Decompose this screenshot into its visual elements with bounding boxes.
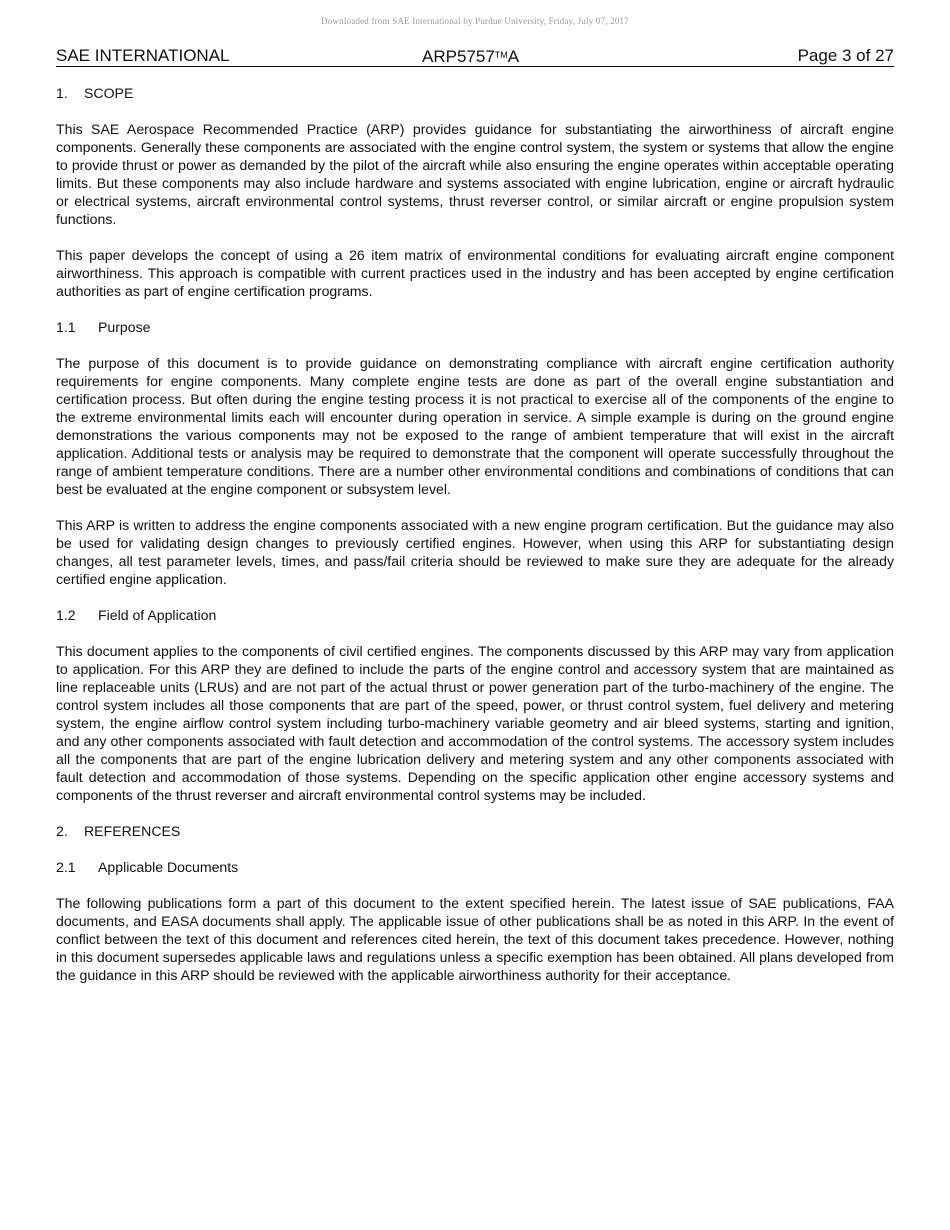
applicable-paragraph-1: The following publications form a part of this document to the extent specified herein. The latest issue of SAE publications, FAA documents, and EASA documents shall apply. The applicable issue of other publications shall be as noted in this ARP. In the event of conflict between the text of this document and references cited herein, the text of this document takes precedence. However, nothing in this document supersedes applicable laws and regulations unless a specific exemption has been obtained. All plans developed from the guidance in this ARP should be reviewed with the applicable airworthiness authority for their acceptance. [56,895,894,983]
section-scope-heading [56,84,894,102]
section-title: Applicable Documents [98,859,239,875]
section-number: 2.1 [56,859,76,875]
section-title: Purpose [98,319,151,335]
page-header [56,45,894,67]
section-title: SCOPE [84,85,134,101]
section-field-heading [56,606,894,624]
section-number: 1.2 [56,607,76,623]
purpose-paragraph-1: The purpose of this document is to provide guidance on demonstrating compliance with aircraft engine certification authority requirements for engine components. Many complete engine tests are done as part of the overall engine substantiation and certification process. But often during the engine testing process it is not practical to exercise all of the components of the engine to the extreme environmental limits each will encounter during operation in service. A simple example is during on the ground engine demonstrations the various components may not be exposed to the range of ambient temperature that will exist in the aircraft application. Additional tests or analysis may be required to demonstrate that the component will operate successfully throughout the range of ambient temperature conditions. There are a number other environmental conditions and combinations of conditions that can best be evaluated at the engine component or subsystem level. [56,355,894,497]
trademark-mark: TM [494,50,508,60]
doc-revision: A [507,47,520,66]
doc-id-text: ARP5757 [422,47,495,66]
header-doc-id [422,45,519,67]
field-paragraph-1: This document applies to the components of civil certified engines. The components discussed by this ARP may vary from application to application. For this ARP they are defined to include the parts of the engine control and accessory system that are maintained as line replaceable units (LRUs) and are not part of the actual thrust or power generation part of the turbo-machinery of the engine. The control system includes all those components that are part of the speed, power, or thrust control system, fuel delivery and metering system, the engine airflow control system including turbo-machinery variable geometry and air bleed systems, starting and ignition, and any other components associated with fault detection and accommodation of the control systems. The accessory system includes all the components that are part of the engine lubrication delivery and metering system and any other components associated with fault detection and accommodation of those systems. Depending on the specific application other engine accessory systems and components of the thrust reverser and aircraft environmental control systems may be included. [56,643,894,803]
scope-paragraph-2: This paper develops the concept of using a 26 item matrix of environmental conditions for evaluating aircraft engine component airworthiness. This approach is compatible with current practices used in the industry and has been accepted by engine certification authorities as part of engine certification programs. [56,247,894,299]
purpose-paragraph-2: This ARP is written to address the engine components associated with a new engine program certification. But the guidance may also be used for validating design changes to previously certified engines. However, when using this ARP for substantiating design changes, all test parameter levels, times, and pass/fail criteria should be reviewed to make sure they are adequate for the already certified engine application. [56,517,894,587]
section-number: 1. [56,85,68,101]
section-purpose-heading [56,318,894,336]
document-body [56,84,894,1002]
section-title: REFERENCES [84,823,181,839]
section-references-heading [56,822,894,840]
section-number: 1.1 [56,319,76,335]
scope-paragraph-1: This SAE Aerospace Recommended Practice (ARP) provides guidance for substantiating the airworthiness of aircraft engine components. Generally these components are associated with the engine control system, the system or systems that allow the engine to provide thrust or power as demanded by the pilot of the aircraft while also ensuring the engine operates within acceptable operating limits. But these components may also include hardware and systems associated with engine lubrication, engine or aircraft hydraulic or electrical systems, aircraft environmental control systems, thrust reverser control, or similar aircraft or engine propulsion system functions. [56,121,894,227]
section-number: 2. [56,823,68,839]
header-org: SAE INTERNATIONAL [56,46,230,65]
section-title: Field of Application [98,607,217,623]
section-applicable-heading [56,858,894,876]
download-watermark: Downloaded from SAE International by Purdue University, Friday, July 07, 2017 [321,16,629,26]
header-page-number: Page 3 of 27 [797,46,894,65]
